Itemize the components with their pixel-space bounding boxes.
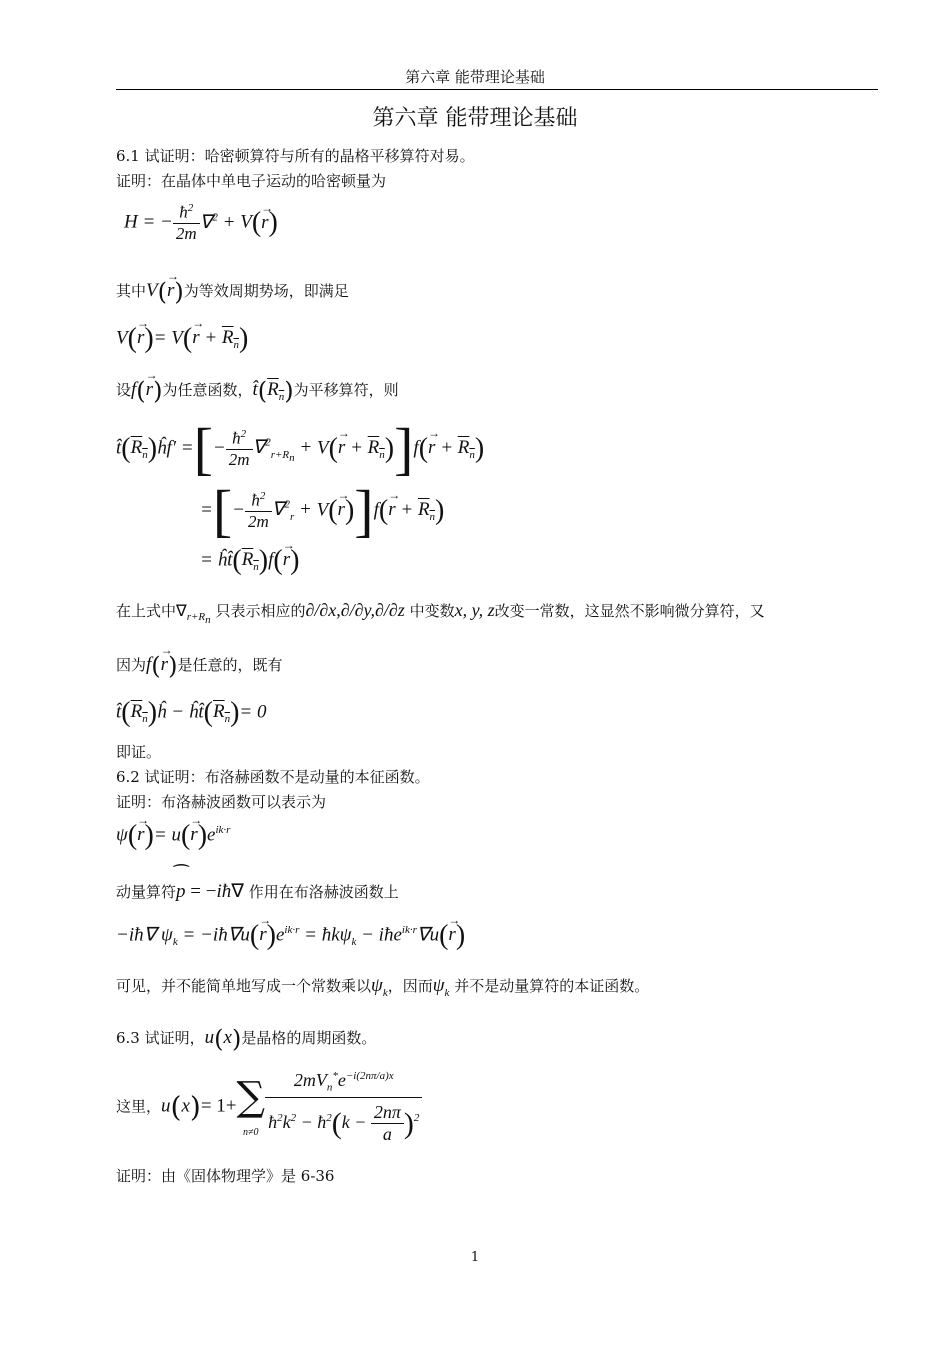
equation-derivation-line3: = $ĥt̂(R_n)f(r$ →)	[200, 545, 299, 577]
qed-6-1: 即证。	[116, 743, 162, 761]
proof-6-2-intro: 证明：布洛赫波函数可以表示为	[116, 793, 327, 811]
because-line: 因为f(r →)是任意的，既有	[116, 652, 282, 680]
equation-derivation-line2: =[− $\frac{ħ^2}{2m}$ ∇$^2_r$ + V(r →)]f(r → + $R_n$)	[200, 482, 444, 540]
equation-u-x: 这里，u(x)= 1+∑ n≠0 $2mV_n^*e^{-i(2n\pi/a)x}$ $ħ^2k^2$ − $ħ^2(k$ − $\frac{2n\pi}{a}$ )$^2$	[116, 1068, 422, 1146]
question-6-2: 6.2 试证明：布洛赫函数不是动量的本征函数。	[116, 768, 430, 786]
equation-momentum-action: −iħ∇ $\psi_k$ = −iħ∇u(r $\to)e^{ik\cdot r}$ = ħkψ$_k$ − iħe$^{ik\cdot r}$∇u(r →)	[116, 920, 465, 952]
equation-commutator: $t̂(R_n)ĥ$ − $ĥt̂(R_n)= 0$	[116, 697, 267, 728]
page-number: 1	[470, 1250, 480, 1265]
proof-6-3: 证明：由《固体物理学》是 6-36	[116, 1167, 335, 1185]
where-line: 其中V(r →)为等效周期势场，即满足	[116, 278, 349, 306]
header-rule	[116, 89, 878, 90]
let-line: 设f(r →)为任意函数，$t̂(R_n)$为平移算符，则	[116, 377, 399, 405]
chapter-title: 第六章 能带理论基础	[372, 106, 578, 131]
equation-hamiltonian: H = − $\frac{ħ^2}{2m}$ ∇$^2$ + V(r →)	[124, 202, 278, 244]
explanation-line: 在上式中$\nabla_{r+R_n}$ 只表示相应的∂/∂x,∂/∂y,∂/∂z 中变数x, y, z改变一常数，这显然不影响微分算符，又	[116, 600, 765, 627]
conclusion-line: 可见，并不能简单地写成一个常数乘以$\psi_k$，因而$\psi_k$ 并不是动量算符的本证函数。	[116, 975, 650, 999]
equation-derivation-line1: $t̂(R_n)ĥf'$ =[− $\frac{ħ^2}{2m}$ ∇$^2_{r+R_n}$ + V(r → + $R_n)]f(r$ → + $R_n$)	[116, 420, 484, 478]
running-header: 第六章 能带理论基础	[405, 68, 545, 86]
question-6-3: 6.3 试证明，u(x)是晶格的周期函数。	[116, 1025, 377, 1053]
operator-line: 动量算符p ⁀ = −iħ∇ 作用在布洛赫波函数上	[116, 865, 399, 902]
proof-6-1-intro: 证明：在晶体中单电子运动的哈密顿量为	[116, 172, 387, 190]
equation-periodic-potential: V(r →)= V(r → + $R_n$)	[116, 323, 248, 355]
question-6-1: 6.1 试证明：哈密顿算符与所有的晶格平移算符对易。	[116, 147, 475, 165]
equation-bloch-wave: ψ(r →)= $u(r \to)e^{ik\cdot r}$	[116, 820, 230, 852]
